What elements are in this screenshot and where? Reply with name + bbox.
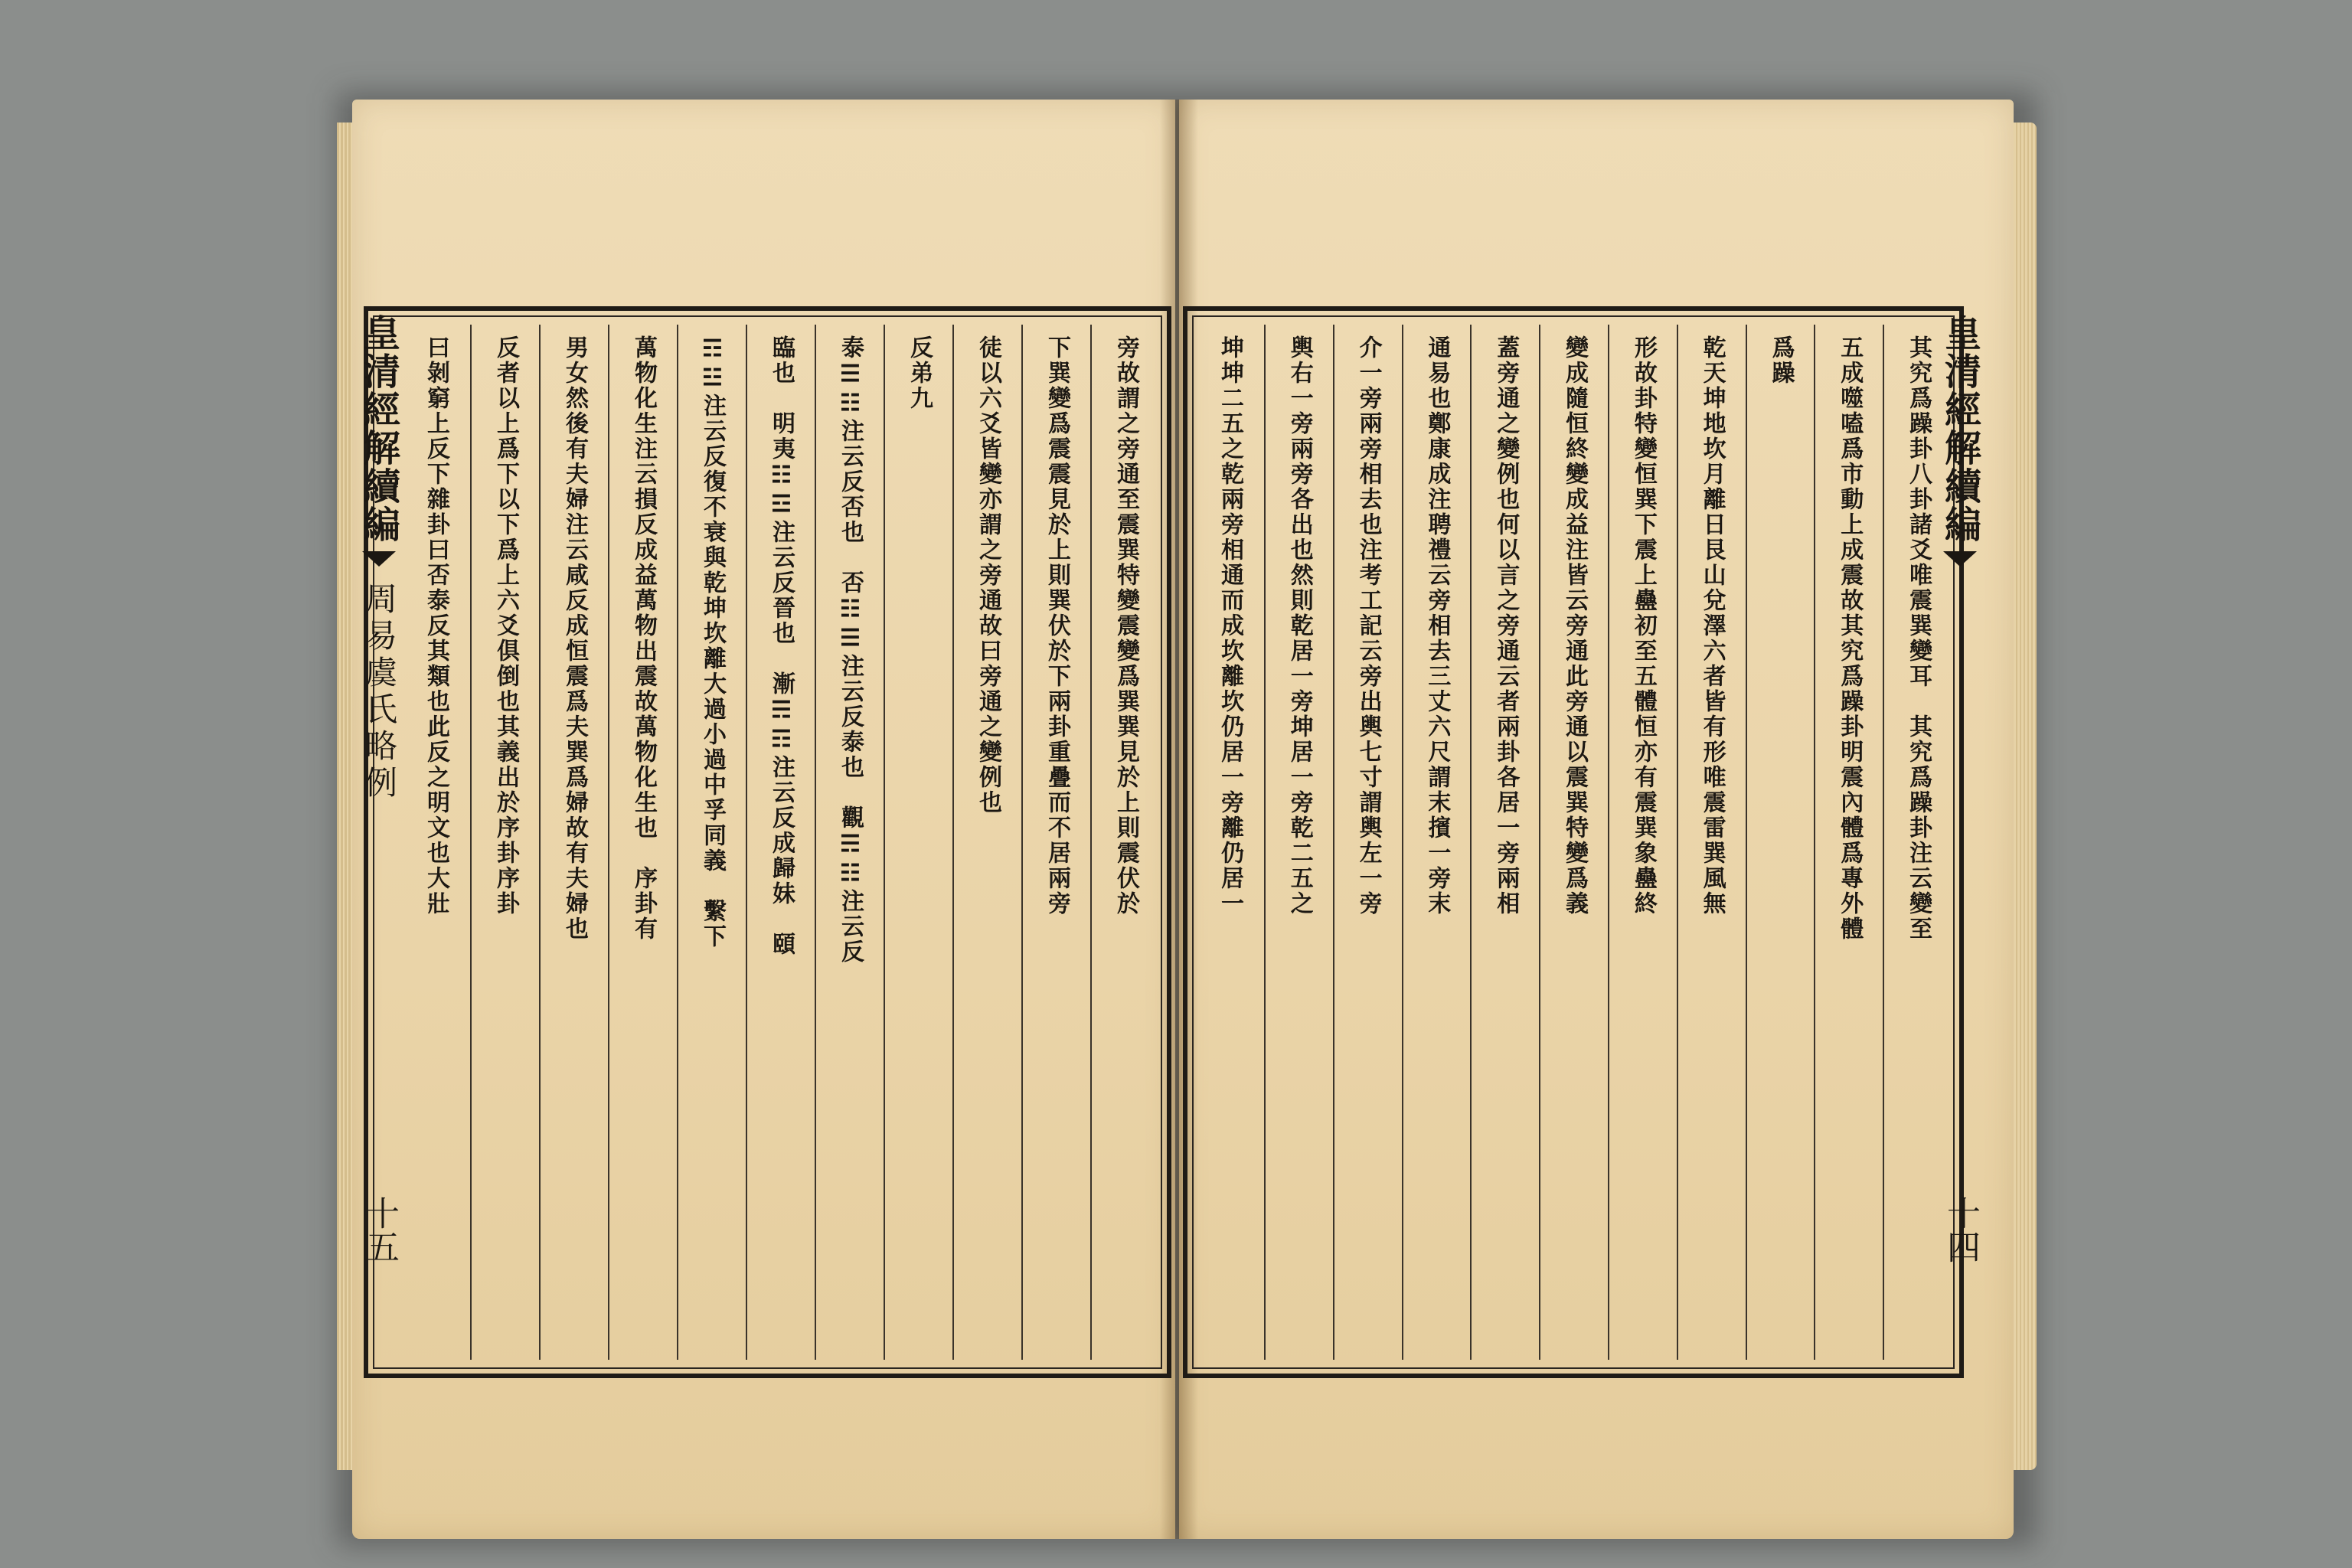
left-page-column-text: 泰☰☷注云反否也 否☷☰注云反泰也 觀☴☷注云反	[837, 335, 864, 965]
fish-tail-mark	[1943, 551, 1977, 567]
right-page-column	[1814, 325, 1883, 1360]
left-page-column-text: ☶☳注云反復不衰與乾坤坎離大過小過中孚同義 繫下	[699, 335, 726, 949]
left-page-column	[608, 325, 677, 1360]
left-page-column-text: 下巽變爲震震見於上則巽伏於下兩卦重疊而不居兩旁	[1044, 335, 1070, 916]
right-page-column	[1746, 325, 1815, 1360]
left-page-column-text: 旁故謂之旁通至震巽特變震變爲巽巽見於上則震伏於	[1112, 335, 1139, 916]
left-page-column	[677, 325, 746, 1360]
right-page-column	[1608, 325, 1677, 1360]
right-page-column-text: 爲躁	[1767, 335, 1795, 386]
left-page-column	[952, 325, 1021, 1360]
left-page-column-text: 反弟九	[906, 335, 933, 411]
left-page-column	[470, 325, 539, 1360]
right-page-column	[1539, 325, 1608, 1360]
right-page-column	[1677, 325, 1746, 1360]
right-page-column	[1333, 325, 1402, 1360]
right-page-column	[1402, 325, 1471, 1360]
left-text-frame	[364, 306, 1171, 1378]
right-page-column-text: 介一旁兩旁相去也注考工記云旁出輿七寸謂輿左一旁	[1354, 335, 1382, 916]
left-page-column	[815, 325, 884, 1360]
right-centre-title: 皇清經解續編	[1938, 314, 1981, 544]
right-text-frame	[1183, 306, 1964, 1378]
left-centre-title: 皇清經解續編	[357, 314, 400, 544]
left-page-column-text: 萬物化生注云損反成益萬物出震故萬物化生也 序卦有	[630, 335, 657, 942]
right-centre-column	[1937, 314, 1983, 1370]
right-page-column-text: 通易也鄭康成注聘禮云旁相去三丈六尺謂末擯一旁末	[1423, 335, 1451, 916]
right-page-column-text: 蓋旁通之變例也何以言之旁通云者兩卦各居一旁兩相	[1492, 335, 1520, 916]
left-page-column-text: 曰剝窮上反下雜卦曰否泰反其類也此反之明文也大壯	[423, 335, 449, 916]
left-page-column-text: 臨也 明夷☷☲注云反晉也 漸☴☶注云反成歸妹 頤	[768, 335, 795, 957]
left-centre-column	[356, 314, 402, 1370]
left-page-column	[746, 325, 815, 1360]
left-page-column	[884, 325, 952, 1360]
right-text-columns	[1195, 325, 1952, 1360]
left-page-column-text: 反者以上爲下以下爲上六爻俱倒也其義出於序卦序卦	[492, 335, 519, 916]
right-page-column	[1470, 325, 1539, 1360]
left-page-column	[1021, 325, 1090, 1360]
left-page-column	[401, 325, 470, 1360]
right-page-column-text: 五成噬嗑爲市動上成震故其究爲躁卦明震內體爲專外體	[1836, 335, 1864, 942]
right-page-column-text: 形故卦特變恒巽下震上蠱初至五體恒亦有震巽象蠱終	[1629, 335, 1657, 916]
right-page-column	[1264, 325, 1333, 1360]
left-page-column	[539, 325, 608, 1360]
left-page-column	[1090, 325, 1159, 1360]
fish-tail-mark	[362, 551, 396, 567]
right-page-column-text: 變成隨恒終變成益注皆云旁通此旁通以震巽特變爲義	[1561, 335, 1589, 916]
left-page-column-text: 徒以六爻皆變亦謂之旁通故曰旁通之變例也	[975, 335, 1001, 815]
right-page-number: 十四	[1941, 1196, 1980, 1263]
left-centre-section: 周易虞氏略例	[361, 582, 398, 802]
right-page-column-text: 輿右一旁兩旁各出也然則乾居一旁坤居一旁乾二五之	[1285, 335, 1313, 916]
left-text-columns	[376, 325, 1159, 1360]
right-page-column-text: 乾天坤地坎月離日艮山兌澤六者皆有形唯震雷巽風無	[1698, 335, 1726, 916]
right-page-column-text: 其究爲躁卦八卦諸爻唯震巽變耳 其究爲躁卦注云變至	[1905, 335, 1932, 942]
right-page-column-text: 坤坤二五之乾兩旁相通而成坎離坎仍居一旁離仍居一	[1216, 335, 1243, 916]
left-page-number: 十五	[360, 1196, 399, 1263]
right-page-column	[1195, 325, 1264, 1360]
left-page-column-text: 男女然後有夫婦注云咸反成恒震爲夫巽爲婦故有夫婦也	[561, 335, 588, 942]
